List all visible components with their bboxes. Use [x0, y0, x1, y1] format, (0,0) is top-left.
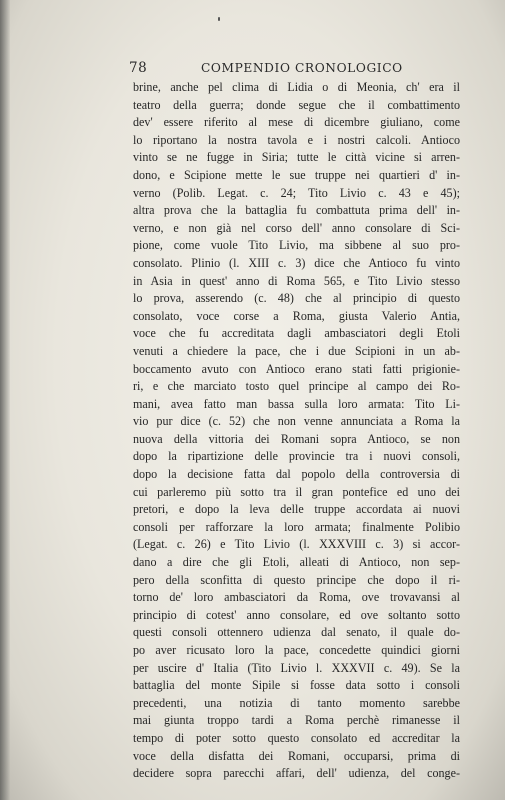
text-line: pione, come vuole Tito Livio, ma sibbene al suo pro-	[133, 238, 460, 253]
page-number: 78	[129, 60, 148, 76]
text-line: dopo la ripartizione delle provincie tra i nuovi consoli,	[133, 449, 460, 464]
text-line: boccamento avuto con Antioco erano stati fatti prigionie-	[133, 361, 460, 376]
text-line: precedenti, una notizia di tanto momento sarebbe	[133, 695, 460, 710]
text-line: altra prova che la battaglia fu combattuta prima dell' in-	[133, 203, 460, 218]
text-line: dono, e Scipione mette le sue truppe nei quartieri d' in-	[133, 167, 460, 182]
text-line: vinto se ne fugge in Siria; tutte le città vicine si arren-	[133, 150, 460, 165]
text-line: (Legat. c. 26) e Tito Livio (l. XXXVIII c. 3) si accor-	[133, 537, 460, 552]
text-line: lo riportano la nostra tavola e i nostri calcoli. Antioco	[133, 132, 460, 147]
text-line: battaglia del monte Sipile si fosse data sotto i consoli	[133, 678, 460, 693]
text-line: per uscire d' Italia (Tito Livio l. XXXVII c. 49). Se la	[133, 660, 460, 675]
text-line: questi consoli ottennero udienza dal senato, il quale do-	[133, 625, 460, 640]
text-line: ri, e che marciato tosto quel principe al campo dei Ro-	[133, 379, 460, 394]
text-line: consolato, voce corse a Roma, giusta Valerio Antia,	[133, 308, 460, 323]
text-line: brine, anche pel clima di Lidia o di Meonia, ch' era il	[133, 80, 460, 94]
text-line: mai giunta troppo tardi a Roma perchè rimanesse il	[133, 713, 460, 728]
text-line: dev' essere riferito al mese di dicembre giuliano, come	[133, 115, 460, 130]
text-line: verno, e non già nel corso dell' anno consolare di Sci-	[133, 220, 460, 235]
text-line: in Asia in quest' anno di Roma 565, e Tito Livio stesso	[133, 273, 460, 288]
paper-speck	[218, 17, 220, 21]
text-line: voce che fu accreditata dagli ambasciatori degli Etoli	[133, 326, 460, 341]
text-line: consolato. Plinio (l. XIII c. 3) dice che Antioco fu vinto	[133, 255, 460, 270]
text-line: decidere sopra parecchi affari, dell' udienza, del conge-	[133, 766, 460, 781]
text-line: teatro della guerra; donde segue che il combattimento	[133, 97, 460, 112]
text-line: mani, avea fatto man bassa sulla loro armata: Tito Li-	[133, 396, 460, 411]
text-line: nuova della vittoria dei Romani sopra Antioco, se non	[133, 431, 460, 446]
text-line: voce della disfatta dei Romani, occuparsi, prima di	[133, 748, 460, 763]
text-line: po aver ricusato loro la pace, concedette quindici giorni	[133, 643, 460, 657]
page-binding-shadow	[0, 0, 10, 800]
text-line: principio di cotest' anno consolare, ed ove soltanto sotto	[133, 607, 460, 622]
text-line: pretori, e dopo la leva delle truppe accordata ai nuovi	[133, 502, 460, 517]
text-line: consoli per rafforzare la loro armata; finalmente Polibio	[133, 519, 460, 534]
text-line: cui parleremo più sotto tra il gran pontefice ed uno dei	[133, 484, 460, 499]
page-header	[129, 60, 459, 80]
text-line: tempo di poter sotto questo consolato ed accreditar la	[133, 730, 460, 745]
text-line: verno (Polib. Legat. c. 24; Tito Livio c. 43 e 45);	[133, 185, 460, 200]
text-line: lo prova, asserendo (c. 48) che al principio di questo	[133, 291, 460, 306]
text-line: venuti a chiedere la pace, che i due Scipioni in un ab-	[133, 343, 460, 358]
text-line: vio pur dice (c. 52) che non venne annunciata a Roma la	[133, 414, 460, 429]
text-line: dopo la decisione fatta dal popolo della controversia di	[133, 467, 460, 482]
text-line: pero della sconfitta di questo principe che dopo il ri-	[133, 572, 460, 587]
text-line: dano a dire che gli Etoli, alleati di Antioco, non sep-	[133, 555, 460, 570]
text-line: torno de' loro ambasciatori da Roma, ove trovavansi al	[133, 590, 460, 605]
running-head: COMPENDIO CRONOLOGICO	[201, 61, 403, 75]
body-text	[133, 79, 460, 783]
